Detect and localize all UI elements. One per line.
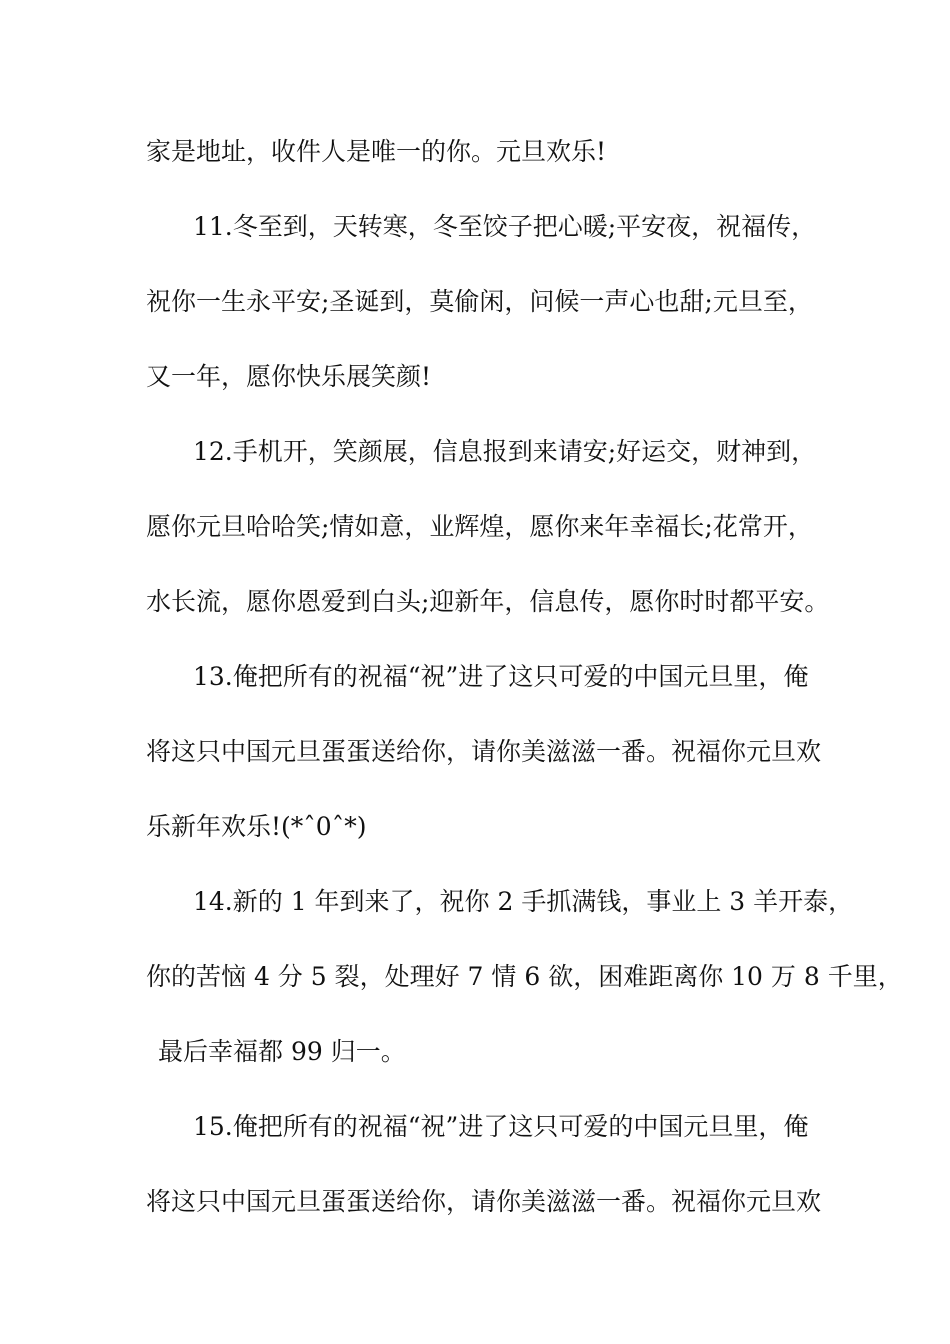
paragraph-14-line-2: 你的苦恼 4 分 5 裂，处理好 7 情 6 欲，困难距离你 10 万 8 千里，: [146, 962, 903, 991]
paragraph-11-line-1: 11.冬至到，天转寒，冬至饺子把心暖;平安夜，祝福传，: [193, 212, 817, 241]
paragraph-15-line-2: 将这只中国元旦蛋蛋送给你，请你美滋滋一番。祝福你元旦欢: [146, 1187, 822, 1216]
paragraph-11-line-3: 又一年，愿你快乐展笑颜!: [146, 362, 432, 391]
paragraph-12-line-3: 水长流，愿你恩爱到白头;迎新年，信息传，愿你时时都平安。: [146, 587, 830, 616]
paragraph-14-line-3: 最后幸福都 99 归一。: [158, 1037, 406, 1066]
paragraph-15-line-1: 15.俺把所有的祝福“祝”进了这只可爱的中国元旦里，俺: [193, 1112, 809, 1141]
paragraph-12-line-2: 愿你元旦哈哈笑;情如意，业辉煌，愿你来年幸福长;花常开，: [146, 512, 813, 541]
paragraph-14-line-1: 14.新的 1 年到来了，祝你 2 手抓满钱，事业上 3 羊开泰，: [193, 887, 854, 916]
paragraph-13-line-2: 将这只中国元旦蛋蛋送给你，请你美滋滋一番。祝福你元旦欢: [146, 737, 822, 766]
paragraph-12-line-1: 12.手机开，笑颜展，信息报到来请安;好运交，财神到，: [193, 437, 817, 466]
paragraph-13-line-3: 乐新年欢乐!(*ˆ0ˆ*): [146, 812, 367, 841]
paragraph-11-line-2: 祝你一生永平安;圣诞到，莫偷闲，问候一声心也甜;元旦至，: [146, 287, 813, 316]
text-line: 家是地址，收件人是唯一的你。元旦欢乐!: [146, 137, 607, 166]
paragraph-13-line-1: 13.俺把所有的祝福“祝”进了这只可爱的中国元旦里，俺: [193, 662, 809, 691]
